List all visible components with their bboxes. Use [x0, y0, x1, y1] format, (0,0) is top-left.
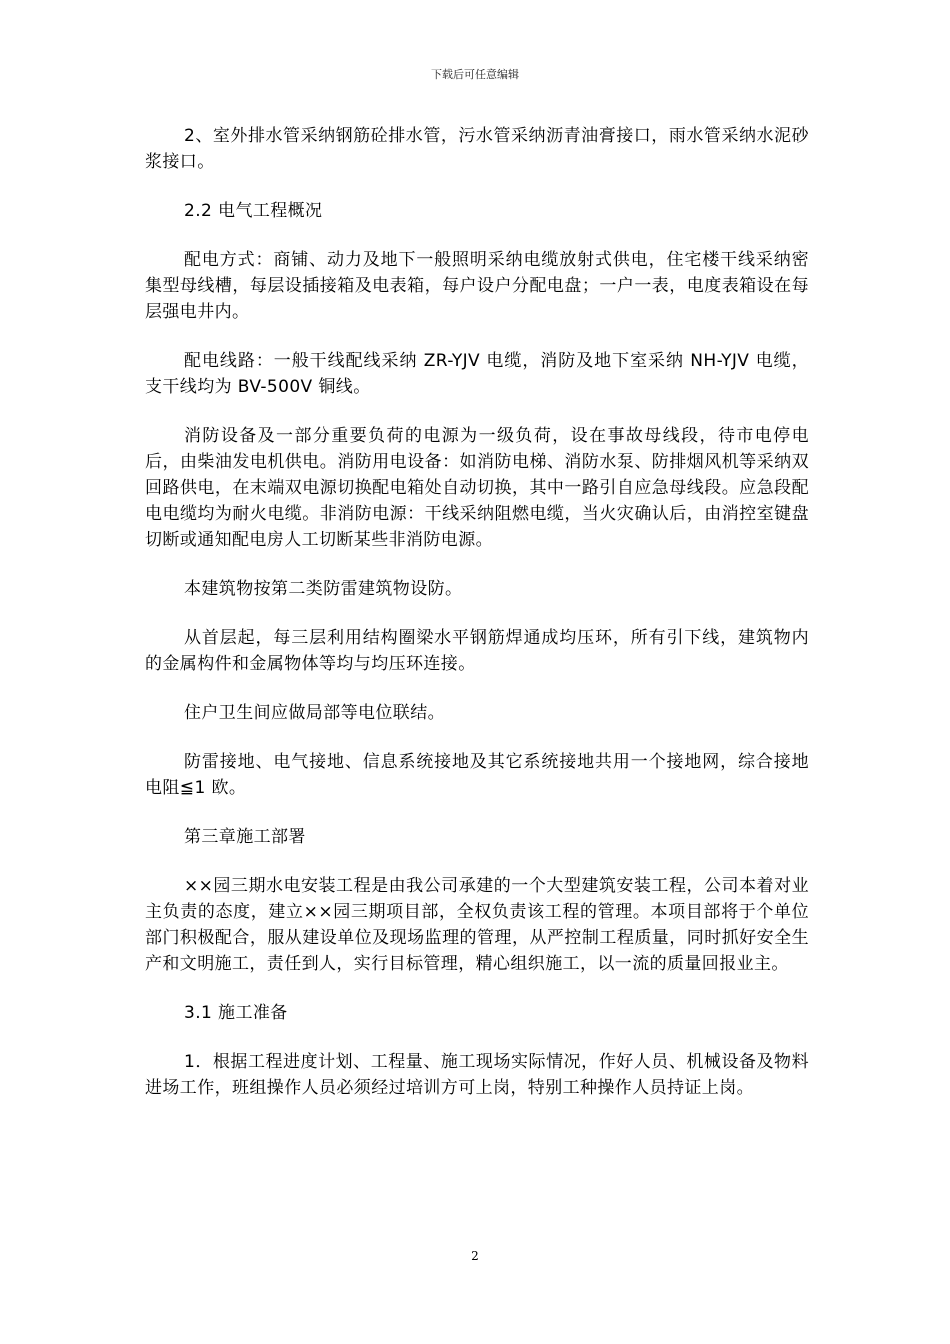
page-number: 2: [471, 1249, 479, 1263]
paragraph-project-overview: ××园三期水电安装工程是由我公司承建的一个大型建筑安装工程，公司本着对业主负责的态度，建立××园三期项目部，全权负责该工程的管理。本项目部将于个单位部门积极配合，服从建设单位及现场监理的管理，从严控制工程质量，同时抓好安全生产和文明施工，责任到人，实行目标管理，精心组织施工，以一流的质量回报业主。: [145, 876, 809, 974]
paragraph-fire-equipment-power: 消防设备及一部分重要负荷的电源为一级负荷，设在事故母线段，待市电停电后，由柴油发电机供电。消防用电设备：如消防电梯、消防水泵、防排烟风机等采纳双回路供电，在末端双电源切换配电箱处自动切换，其中一路引自应急母线段。应急段配电电缆均为耐火电缆。非消防电源：干线采纳阻燃电缆，当火灾确认后，由消控室键盘切断或通知配电房人工切断某些非消防电源。: [145, 426, 809, 550]
paragraph-power-distribution-method: 配电方式：商铺、动力及地下一般照明采纳电缆放射式供电，住宅楼干线采纳密集型母线槽，每层设插接箱及电表箱，每户设户分配电盘；一户一表，电度表箱设在每层强电井内。: [145, 250, 809, 322]
paragraph-power-distribution-lines: 配电线路：一般干线配线采纳 ZR-YJV 电缆，消防及地下室采纳 NH-YJV 电缆，支干线均为 BV-500V 铜线。: [145, 351, 809, 397]
paragraph-grounding-network: 防雷接地、电气接地、信息系统接地及其它系统接地共用一个接地网，综合接地电阻≦1 欧。: [145, 752, 809, 798]
section-heading-construction-preparation: 3.1 施工准备: [184, 1003, 288, 1023]
section-heading-electrical-overview: 2.2 电气工程概况: [184, 201, 323, 221]
paragraph-preparation-item-1: 1．根据工程进度计划、工程量、施工现场实际情况，作好人员、机械设备及物料进场工作，班组操作人员必须经过培训方可上岗，特别工种操作人员持证上岗。: [145, 1052, 809, 1098]
document-body: [145, 123, 809, 1124]
paragraph-equipotential-ring: 从首层起，每三层利用结构圈梁水平钢筋焊通成均压环，所有引下线，建筑物内的金属构件和金属物体等均与均压环连接。: [145, 628, 809, 674]
page-header: 下载后可任意编辑: [431, 68, 519, 81]
chapter-heading-construction-deployment: 第三章施工部署: [184, 827, 306, 847]
paragraph-lightning-class: 本建筑物按第二类防雷建筑物设防。: [184, 579, 463, 599]
paragraph-bathroom-bonding: 住户卫生间应做局部等电位联结。: [184, 703, 445, 723]
paragraph-drainage-pipes: 2、室外排水管采纳钢筋砼排水管，污水管采纳沥青油膏接口，雨水管采纳水泥砂浆接口。: [145, 126, 809, 172]
